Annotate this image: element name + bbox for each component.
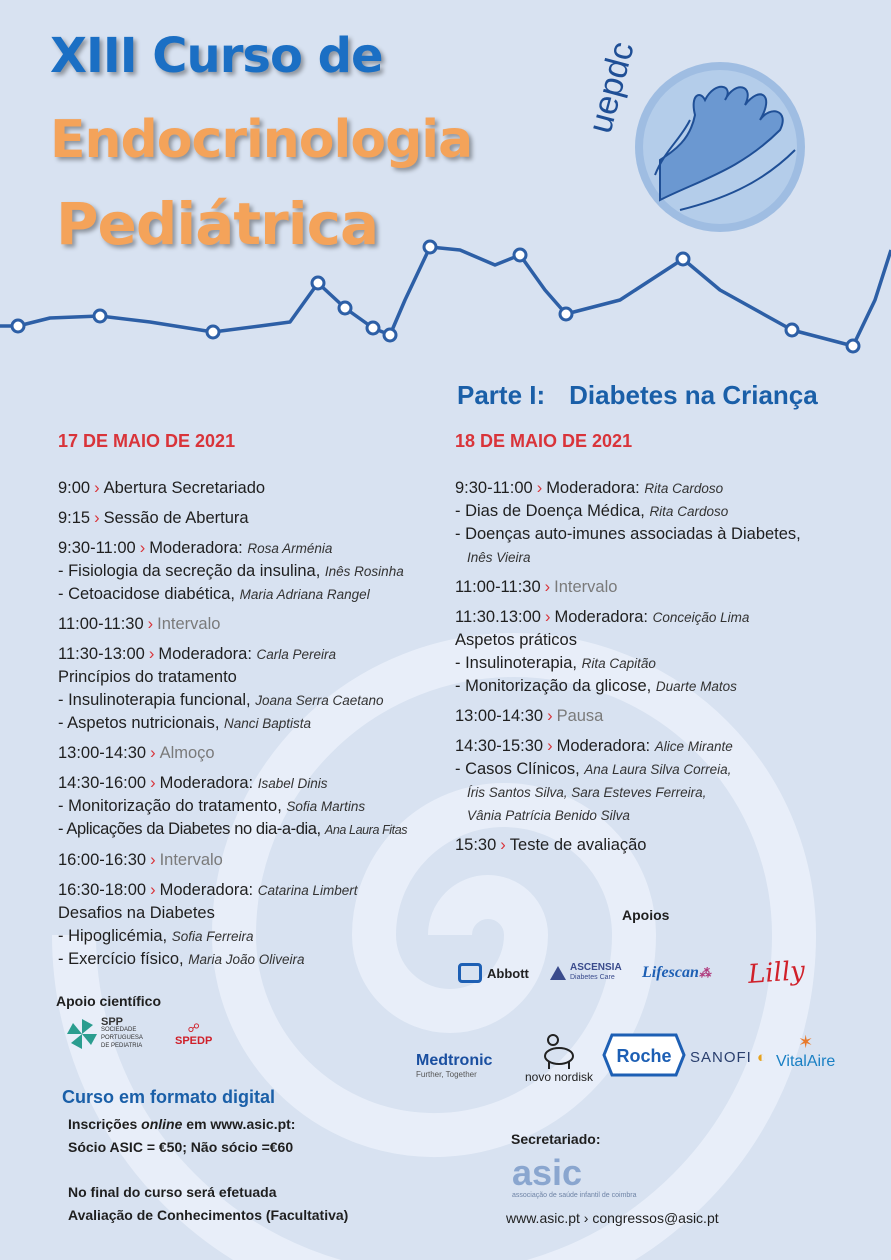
title-line-3: Pediátrica xyxy=(56,190,379,258)
chevron-right-icon: › xyxy=(148,645,155,663)
moderator-label: Moderadora: xyxy=(158,645,252,663)
speaker-name: Vânia Patrícia Benido Silva xyxy=(467,808,630,823)
talk-title: - Dias de Doença Médica, xyxy=(455,502,645,520)
day2-program xyxy=(455,477,801,864)
pricing-info: Sócio ASIC = €50; Não sócio =€60 xyxy=(68,1139,294,1155)
contact-links[interactable]: www.asic.pt › congressos@asic.pt xyxy=(506,1210,719,1226)
session-time: 9:30-11:00 xyxy=(58,539,136,557)
evaluation-note-1: No final do curso será efetuada xyxy=(68,1184,277,1200)
title-line-2: Endocrinologia xyxy=(50,110,473,170)
part-topic: Diabetes na Criança xyxy=(569,380,818,410)
lilly-logo: Lilly xyxy=(747,956,806,990)
moderator-label: Moderadora: xyxy=(159,774,254,792)
spp-subtext: PORTUGUESA xyxy=(101,1035,143,1041)
moderator-name: Carla Pereira xyxy=(256,647,337,662)
chevron-right-icon: › xyxy=(500,836,506,854)
abbott-icon xyxy=(458,963,482,983)
spp-subtext: DE PEDIATRIA xyxy=(101,1043,143,1049)
spp-pinwheel-icon xyxy=(67,1019,97,1049)
chevron-right-icon: › xyxy=(150,774,156,792)
novo-nordisk-logo xyxy=(516,1030,602,1084)
speaker-name: Rita Capitão xyxy=(581,656,656,671)
chevron-right-icon: › xyxy=(147,615,154,633)
session-title: Intervalo xyxy=(554,578,618,596)
registration-info xyxy=(68,1113,295,1136)
chevron-right-icon: › xyxy=(547,707,553,725)
title-line-1: XIII Curso de xyxy=(50,28,383,84)
session-time: 14:30-15:30 xyxy=(455,737,544,755)
ascensia-text: ASCENSIA xyxy=(570,962,622,973)
digital-format-heading: Curso em formato digital xyxy=(62,1087,276,1107)
vitalaire-icon: ✶ xyxy=(798,1031,814,1052)
chevron-right-icon: › xyxy=(94,479,100,497)
day1-session-7 xyxy=(58,772,407,842)
spp-text: SPP xyxy=(101,1016,124,1028)
day1-date: 17 DE MAIO DE 2021 xyxy=(58,431,236,451)
lifescan-logo: Lifescan⁂ xyxy=(642,964,711,981)
spp-logo xyxy=(67,1018,175,1050)
svg-text:uepdc: uepdc xyxy=(581,37,642,138)
session-time: 13:00-14:30 xyxy=(455,707,544,725)
session-heading: Aspetos práticos xyxy=(455,631,577,649)
moderator-name: Rita Cardoso xyxy=(644,481,724,496)
roche-logo xyxy=(602,1031,690,1084)
sponsor-logos-row-1 xyxy=(458,958,805,988)
ascensia-icon xyxy=(550,966,566,980)
speaker-name: Sofia Martins xyxy=(286,799,366,814)
registration-online: online xyxy=(141,1116,183,1132)
chevron-right-icon: › xyxy=(544,608,551,626)
sanofi-logo xyxy=(690,1049,776,1066)
chevron-right-icon: › xyxy=(150,851,156,869)
day2-session-3 xyxy=(455,606,801,698)
asic-text: asic xyxy=(512,1152,583,1193)
speaker-name: Inês Vieira xyxy=(467,550,531,565)
registration-site: em www.asic.pt: xyxy=(182,1116,296,1132)
day2-session-4 xyxy=(455,705,801,728)
talk-title: - Monitorização da glicose, xyxy=(455,677,652,695)
ascensia-logo xyxy=(550,963,642,983)
abbott-text: Abbott xyxy=(487,965,529,981)
talk-title: - Cetoacidose diabética, xyxy=(58,585,236,603)
speaker-name: Duarte Matos xyxy=(655,679,737,694)
speaker-name: Maria João Oliveira xyxy=(188,952,305,967)
session-time: 11:00-11:30 xyxy=(455,578,541,596)
spp-subtext: SOCIEDADE xyxy=(101,1027,137,1033)
evaluation-note-2: Avaliação de Conhecimentos (Facultativa) xyxy=(68,1207,349,1223)
moderator-name: Isabel Dinis xyxy=(257,776,328,791)
day1-session-6 xyxy=(58,742,407,765)
session-time: 11:30.13:00 xyxy=(455,608,541,626)
novo-bull-icon xyxy=(539,1030,579,1070)
day1-session-5 xyxy=(58,643,407,735)
session-time: 9:15 xyxy=(58,509,91,527)
day1-session-2 xyxy=(58,507,407,530)
moderator-label: Moderadora: xyxy=(556,737,651,755)
uepdc-logo xyxy=(581,38,805,232)
speaker-name: Nanci Baptista xyxy=(224,716,312,731)
moderator-label: Moderadora: xyxy=(546,479,640,497)
session-title: Sessão de Abertura xyxy=(103,509,249,527)
session-title: Almoço xyxy=(159,744,215,762)
session-time: 15:30 xyxy=(455,836,497,854)
day2-session-2 xyxy=(455,576,801,599)
registration-text: Inscrições xyxy=(68,1116,142,1132)
sanofi-icon: ◐ xyxy=(757,1048,768,1066)
talk-title: - Casos Clínicos, xyxy=(455,760,580,778)
lifescan-text: Lifescan xyxy=(642,964,699,981)
pulse-line xyxy=(0,247,891,346)
session-time: 16:30-18:00 xyxy=(58,881,147,899)
vitalaire-text: VitalAire xyxy=(776,1052,836,1070)
medtronic-logo xyxy=(416,1052,516,1079)
moderator-name: Alice Mirante xyxy=(654,739,733,754)
scientific-logos xyxy=(67,1018,212,1050)
session-title: Abertura Secretariado xyxy=(103,479,266,497)
moderator-label: Moderadora: xyxy=(149,539,243,557)
chevron-right-icon: › xyxy=(536,479,543,497)
session-time: 13:00-14:30 xyxy=(58,744,147,762)
moderator-name: Catarina Limbert xyxy=(257,883,358,898)
moderator-label: Moderadora: xyxy=(554,608,649,626)
speaker-name: Rita Cardoso xyxy=(649,504,729,519)
talk-title: - Hipoglicémia, xyxy=(58,927,168,945)
spedp-icon: ☍ xyxy=(187,1021,200,1035)
session-time: 11:30-13:00 xyxy=(58,645,145,663)
abbott-logo xyxy=(458,963,550,983)
sanofi-text: SANOFI xyxy=(690,1048,752,1066)
moderator-label: Moderadora: xyxy=(159,881,254,899)
talk-title: - Insulinoterapia funcional, xyxy=(58,691,251,709)
chevron-right-icon: › xyxy=(544,578,551,596)
day1-session-9 xyxy=(58,879,407,971)
talk-title: - Fisiologia da secreção da insulina, xyxy=(58,562,321,580)
session-title: Teste de avaliação xyxy=(509,836,647,854)
day1-program xyxy=(58,477,407,978)
moderator-name: Rosa Arménia xyxy=(247,541,333,556)
chevron-right-icon: › xyxy=(94,509,100,527)
day1-session-4 xyxy=(58,613,407,636)
talk-title: - Exercício físico, xyxy=(58,950,184,968)
novo-text: novo nordisk xyxy=(524,1070,594,1084)
vitalaire-logo xyxy=(776,1032,835,1071)
asic-subtext: associação de saúde infantil de coimbra xyxy=(512,1192,637,1199)
session-time: 9:30-11:00 xyxy=(455,479,533,497)
session-time: 14:30-16:00 xyxy=(58,774,147,792)
speaker-name: Ana Laura Fitas xyxy=(324,823,408,837)
day2-session-6 xyxy=(455,834,801,857)
session-title: Intervalo xyxy=(159,851,223,869)
sponsors-label: Apoios xyxy=(622,907,670,923)
spedp-logo xyxy=(175,1021,212,1047)
chevron-right-icon: › xyxy=(139,539,146,557)
session-title: Intervalo xyxy=(157,615,221,633)
speaker-name: Sofia Ferreira xyxy=(171,929,254,944)
speaker-name: Joana Serra Caetano xyxy=(255,693,384,708)
day1-session-1 xyxy=(58,477,407,500)
session-heading: Desafios na Diabetes xyxy=(58,904,215,922)
session-time: 16:00-16:30 xyxy=(58,851,147,869)
speaker-name: Maria Adriana Rangel xyxy=(239,587,370,602)
medtronic-subtext: Further, Together xyxy=(416,1069,477,1079)
asic-logo xyxy=(512,1154,637,1199)
secretariat-label: Secretariado: xyxy=(511,1131,601,1147)
sponsor-logos-row-2 xyxy=(416,1030,835,1084)
chevron-right-icon: › xyxy=(150,744,156,762)
chevron-right-icon: › xyxy=(150,881,156,899)
talk-title: - Insulinoterapia, xyxy=(455,654,577,672)
spedp-text: SPEDP xyxy=(175,1035,213,1047)
talk-title: - Monitorização do tratamento, xyxy=(58,797,282,815)
medtronic-text: Medtronic xyxy=(416,1051,493,1069)
speaker-name: Inês Rosinha xyxy=(324,564,404,579)
svg-text:Roche: Roche xyxy=(616,1045,672,1066)
session-heading: Princípios do tratamento xyxy=(58,668,237,686)
chevron-right-icon: › xyxy=(547,737,553,755)
part-heading xyxy=(457,380,818,411)
ascensia-subtext: Diabetes Care xyxy=(570,974,615,981)
session-time: 9:00 xyxy=(58,479,91,497)
session-time: 11:00-11:30 xyxy=(58,615,144,633)
talk-title: - Aspetos nutricionais, xyxy=(58,714,220,732)
day1-session-3 xyxy=(58,537,407,606)
day2-session-5 xyxy=(455,735,801,827)
part-number: Parte I: xyxy=(457,380,546,410)
scientific-support-label: Apoio científico xyxy=(56,993,161,1009)
day1-session-8 xyxy=(58,849,407,872)
day2-session-1 xyxy=(455,477,801,569)
speaker-name: Íris Santos Silva, Sara Esteves Ferreira, xyxy=(467,785,707,800)
day2-date: 18 DE MAIO DE 2021 xyxy=(455,431,633,451)
roche-hexagon-icon xyxy=(602,1031,686,1079)
moderator-name: Conceição Lima xyxy=(652,610,750,625)
talk-title: - Aplicações da Diabetes no dia-a-dia, xyxy=(58,820,321,838)
talk-title: - Doenças auto-imunes associadas à Diabetes, xyxy=(455,525,801,543)
speaker-name: Ana Laura Silva Correia, xyxy=(584,762,732,777)
session-title: Pausa xyxy=(556,707,604,725)
